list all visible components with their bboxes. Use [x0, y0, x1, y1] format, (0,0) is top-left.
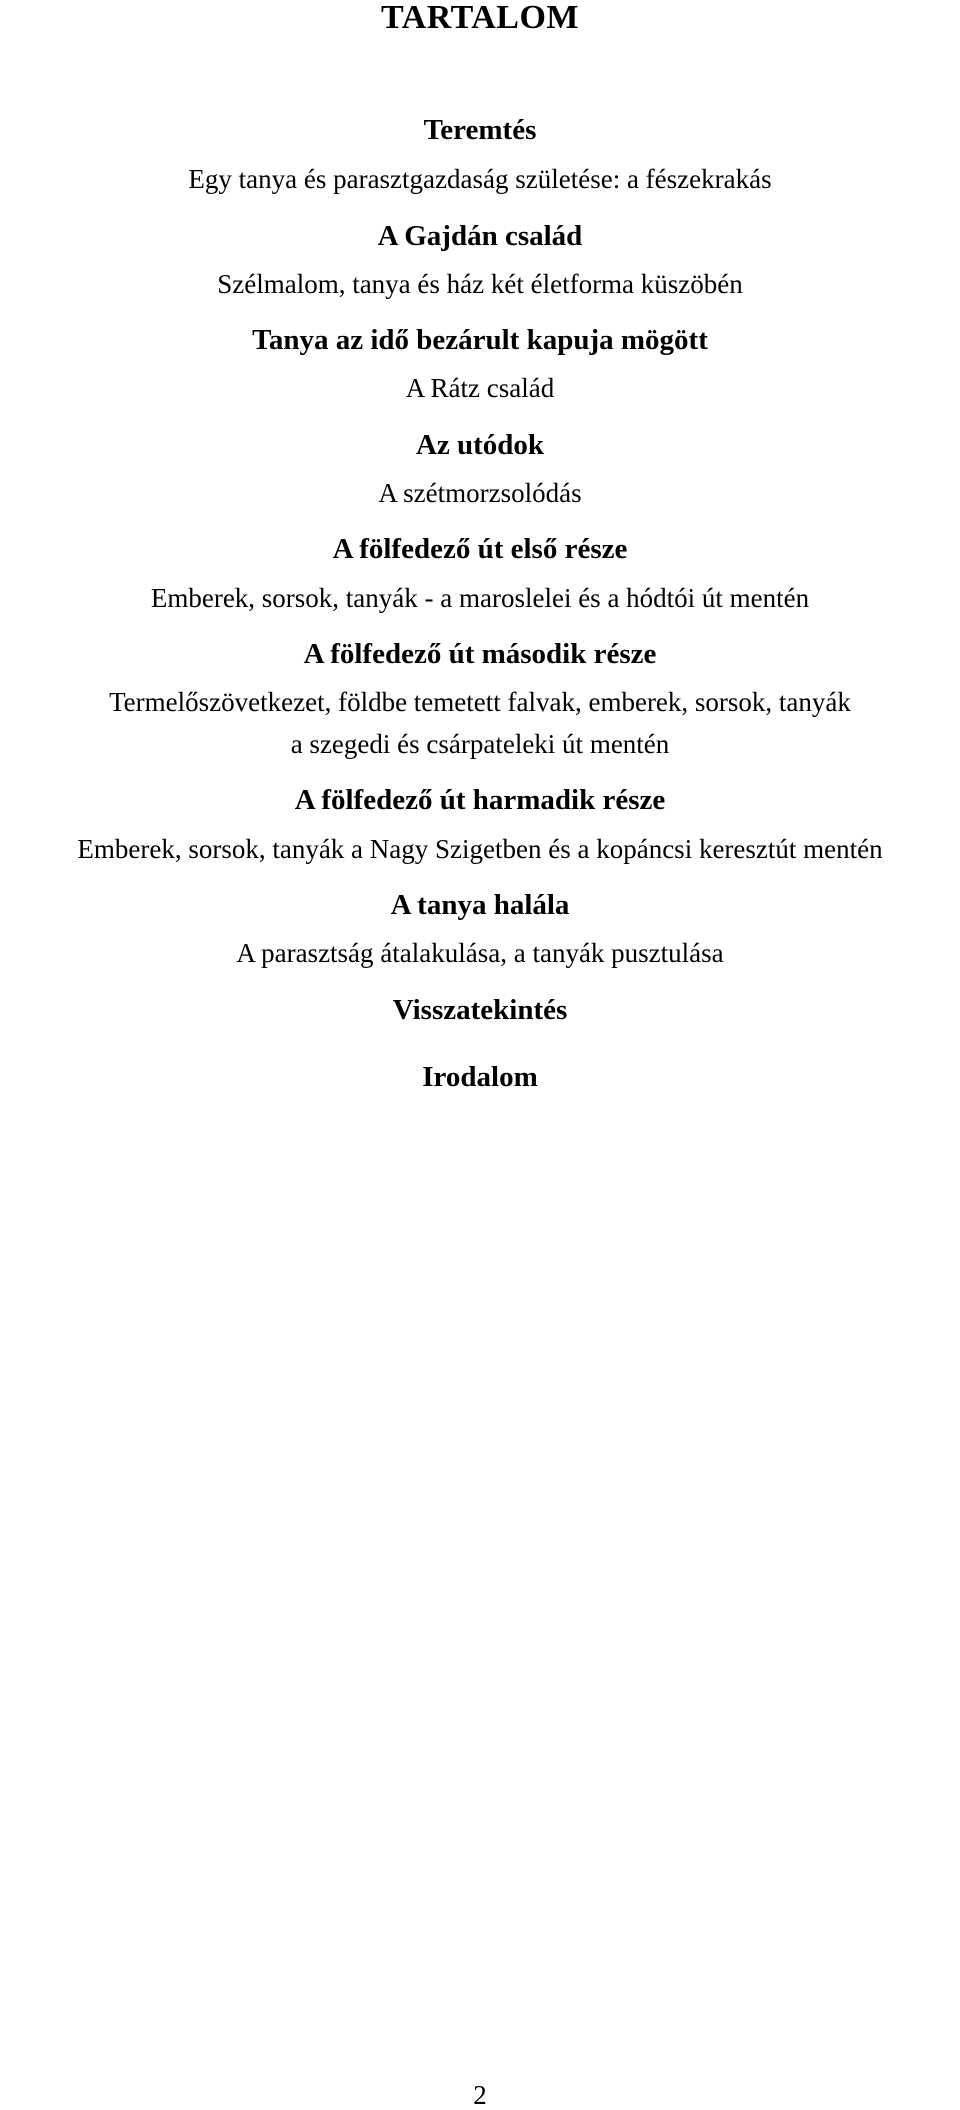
page-number: 2 [473, 2080, 487, 2110]
toc-heading-teremtes: Teremtés [423, 114, 537, 146]
toc-subtitle-gajdan-csalad: Szélmalom, tanya és ház két életforma küszöbén [217, 269, 743, 299]
toc-subtitle-tanya-halala: A parasztság átalakulása, a tanyák pusztulása [236, 938, 724, 968]
page-title: TARTALOM [381, 0, 579, 36]
toc-subtitle-fofedezo-ut-elso: Emberek, sorsok, tanyák - a maroslelei és a hódtói út mentén [150, 583, 810, 613]
toc-heading-fofedezo-ut-masodik: A fölfedező út második része [303, 638, 657, 670]
toc-subtitle-tanya-az-ido: A Rátz család [405, 373, 555, 403]
toc-subtitle-fofedezo-ut-masodik-line1: Termelőszövetkezet, földbe temetett falvak, emberek, sorsok, tanyák [109, 687, 851, 717]
toc-heading-fofedezo-ut-elso: A fölfedező út első része [332, 533, 628, 565]
toc-subtitle-fofedezo-ut-harmadik: Emberek, sorsok, tanyák a Nagy Szigetben és a kopáncsi keresztút mentén [77, 834, 883, 864]
toc-heading-tanya-az-ido: Tanya az idő bezárult kapuja mögött [252, 324, 708, 356]
toc-heading-tanya-halala: A tanya halála [390, 889, 570, 921]
toc-heading-irodalom: Irodalom [422, 1061, 538, 1093]
toc-heading-az-utodok: Az utódok [415, 429, 545, 461]
toc-subtitle-az-utodok: A szétmorzsolódás [378, 478, 582, 508]
toc-subtitle-teremtes: Egy tanya és parasztgazdaság születése: a fészekrakás [188, 164, 772, 194]
toc-heading-visszatekintes: Visszatekintés [392, 994, 568, 1026]
toc-heading-fofedezo-ut-harmadik: A fölfedező út harmadik része [294, 784, 666, 816]
toc-heading-gajdan-csalad: A Gajdán család [377, 220, 583, 252]
toc-subtitle-fofedezo-ut-masodik-line2: a szegedi és csárpateleki út mentén [290, 729, 670, 759]
